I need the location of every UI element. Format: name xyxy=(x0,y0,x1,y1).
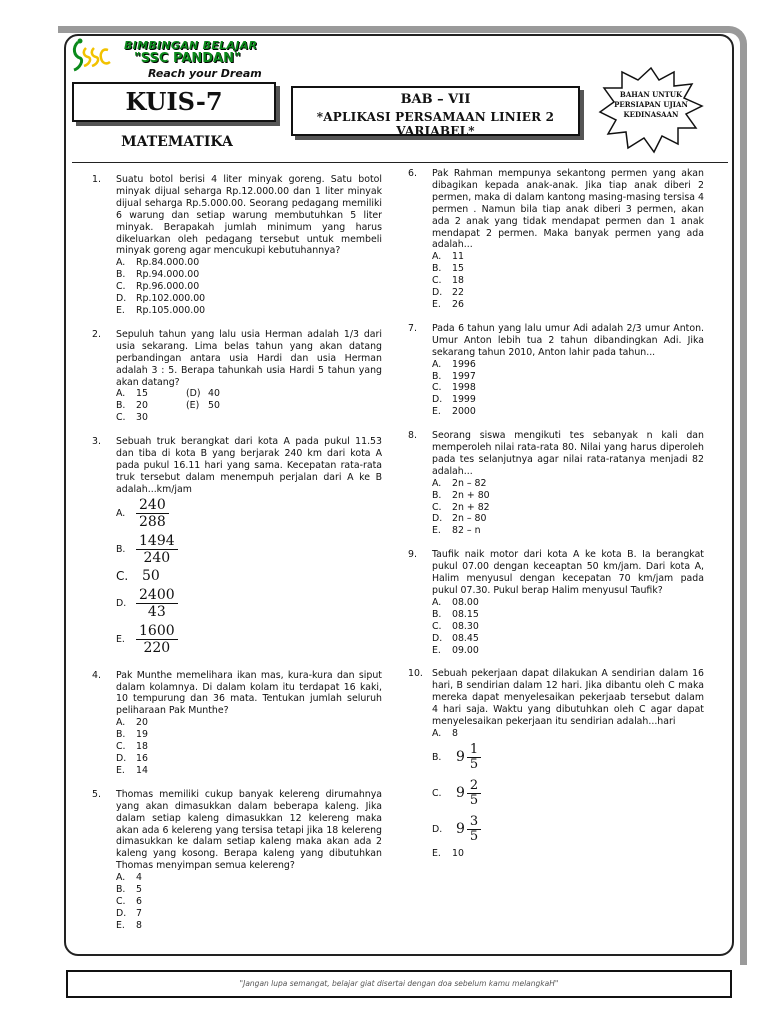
fraction xyxy=(136,533,178,566)
answer-option xyxy=(432,513,704,525)
option-text: 09.00 xyxy=(452,644,479,656)
option-letter: B. xyxy=(432,489,442,501)
option-letter: E. xyxy=(432,525,441,537)
option-letter: D. xyxy=(432,394,443,406)
option-letter: A. xyxy=(432,358,442,370)
option-text: 08.15 xyxy=(452,608,479,620)
option-letter: E. xyxy=(116,304,125,316)
option-text: 2n + 82 xyxy=(452,501,490,513)
chapter-title: *APLIKASI PERSAMAAN LINIER 2 VARIABEL* xyxy=(316,110,555,138)
answer-option xyxy=(432,621,704,633)
mixed-fraction xyxy=(452,815,481,844)
answer-option xyxy=(432,740,704,776)
option-letter: D. xyxy=(116,907,127,919)
header-divider xyxy=(72,162,728,163)
option-letter: D. xyxy=(432,823,443,835)
option-text: Rp.105.000.00 xyxy=(136,304,206,316)
question-number: 8. xyxy=(408,430,417,442)
option-letter: E. xyxy=(432,644,441,656)
denominator: 288 xyxy=(139,514,166,531)
option-text: 22 xyxy=(452,287,464,299)
question-number: 6. xyxy=(408,168,417,179)
answer-options xyxy=(432,478,704,538)
option-letter: D. xyxy=(432,632,443,644)
option-letter: C. xyxy=(432,501,442,513)
option-letter: E. xyxy=(432,406,441,418)
option-text: 4 xyxy=(136,872,142,884)
fraction xyxy=(136,587,178,620)
question-text: Pak Munthe memelihara ikan mas, kura-kura dan siput dalam kolamnya. Di dalam kolam itu terdapat 16 kaki, 10 tempurung dan 36 mata. Tentukan jumlah seluruh peliharaan Pak Munthe? xyxy=(116,669,382,717)
question-2 xyxy=(92,329,382,424)
option-letter: A. xyxy=(116,507,126,519)
answer-option xyxy=(116,496,382,532)
whole-number: 9 xyxy=(456,748,465,765)
option-text: 14 xyxy=(136,764,148,776)
logo xyxy=(64,38,304,82)
option-text: 1998 xyxy=(452,382,476,394)
question-text: Seorang siswa mengikuti tes sebanyak n kali dan memperoleh nilai rata-rata 80. Nilai yang harus diperoleh pada tes selanjutnya agar nilai rata-ratanya menjadi 82 adalah... xyxy=(432,430,704,477)
answer-option xyxy=(116,717,382,729)
answer-option xyxy=(116,622,382,658)
answer-option xyxy=(432,633,704,645)
answer-option xyxy=(432,371,704,383)
option-letter: A. xyxy=(432,596,442,608)
option-letter: D. xyxy=(116,753,127,764)
denominator: 220 xyxy=(143,640,171,657)
answer-option xyxy=(432,359,704,371)
answer-option xyxy=(432,299,704,311)
answer-option xyxy=(116,305,382,317)
exam-badge xyxy=(596,66,706,154)
option-letter: C. xyxy=(116,412,126,424)
option-text: 1996 xyxy=(452,358,476,370)
option-text: 40 xyxy=(208,388,220,400)
answer-option xyxy=(432,502,704,514)
option-letter: D. xyxy=(116,597,127,609)
denominator: 240 xyxy=(143,550,171,567)
option-letter: C. xyxy=(432,382,442,394)
question-text: Sebuah truk berangkat dari kota A pada pukul 11.53 dan tiba di kota B yang berjarak 240 km dari kota A pada pukul 16.11 hari yang sama. Kecepatan rata-rata truk tersebut dalam menempuh perjalan dari A ke B adalah...km/jam xyxy=(116,436,382,495)
option-text: 2000 xyxy=(452,406,476,418)
mixed-fraction xyxy=(452,779,481,808)
fraction xyxy=(136,623,178,656)
answer-option xyxy=(116,257,382,269)
chapter-box xyxy=(291,86,580,136)
option-letter: D. xyxy=(432,287,443,299)
numerator: 1 xyxy=(467,743,481,758)
footer-quote: "Jangan lupa semangat, belajar giat disertai dengan doa sebelum kamu melangkaH" xyxy=(66,970,732,998)
option-letter: B. xyxy=(432,263,442,275)
question-number: 9. xyxy=(408,549,417,561)
option-text: 10 xyxy=(452,847,464,859)
question-number: 2. xyxy=(92,328,101,340)
answer-option xyxy=(116,586,382,622)
answer-option xyxy=(116,729,382,741)
question-3 xyxy=(92,436,382,658)
answer-options xyxy=(432,359,704,419)
option-text: 19 xyxy=(136,729,148,741)
option-text: 26 xyxy=(452,298,464,310)
option-text: 20 xyxy=(136,717,148,729)
answer-options xyxy=(116,717,382,777)
option-text: 15 xyxy=(136,388,148,400)
question-text: Pak Rahman mempunya sekantong permen yang akan dibagikan kepada anak-anak. Jika tiap anak diberi 2 permen, maka di dalam kantong masing-masing tersisa 4 permen . Namun bila tiap anak diberi 3 permen, akan ada 2 anak yang tidak mendapat permen dan 1 anak mendapat 2 permen. Maka banyak permen yang ada adalah... xyxy=(432,168,704,251)
answer-option xyxy=(116,269,382,281)
option-text: 1997 xyxy=(452,370,476,382)
answer-option xyxy=(116,293,382,305)
mixed-fraction xyxy=(452,743,481,772)
option-letter: C. xyxy=(116,568,129,583)
option-text: 2n – 80 xyxy=(452,513,487,525)
answer-option xyxy=(116,872,382,884)
question-text: Sepuluh tahun yang lalu usia Herman adalah 1/3 dari usia sekarang. Lima belas tahun yang akan datang perbandingan antara usia Hardi dan usia Herman adalah 3 : 5. Berapa tahunkah usia Hardi 5 tahun yang akan datang? xyxy=(116,328,382,388)
denominator: 5 xyxy=(469,757,479,773)
answer-option xyxy=(432,406,704,418)
option-letter: E. xyxy=(116,764,125,776)
numerator: 2400 xyxy=(136,587,178,604)
question-9 xyxy=(408,549,704,656)
option-letter: C. xyxy=(432,787,442,799)
answer-option xyxy=(432,263,704,275)
denominator: 5 xyxy=(469,793,479,809)
answer-option xyxy=(116,884,382,896)
logo-brand: "SSC PANDAN" xyxy=(134,51,241,66)
option-text: 11 xyxy=(452,251,464,263)
question-6 xyxy=(408,168,704,311)
answer-option xyxy=(432,812,704,848)
option-letter: B. xyxy=(116,400,126,412)
option-letter: A. xyxy=(432,251,442,263)
answer-option xyxy=(116,908,382,920)
option-letter: A. xyxy=(116,872,126,884)
answer-options xyxy=(116,872,382,932)
option-text: 18 xyxy=(136,741,148,753)
answer-option xyxy=(432,848,704,860)
answer-option xyxy=(116,412,382,424)
whole-number: 9 xyxy=(456,820,465,837)
subject-title: MATEMATIKA xyxy=(121,134,233,150)
option-letter: B. xyxy=(432,608,442,620)
option-text: Rp.84.000.00 xyxy=(136,257,200,269)
option-text: 50 xyxy=(208,400,220,412)
option-text: 08.00 xyxy=(452,596,479,608)
option-text: 2n – 82 xyxy=(452,477,487,489)
option-letter: B. xyxy=(116,269,126,281)
option-text: 50 xyxy=(142,567,160,584)
answer-options xyxy=(432,597,704,657)
question-1 xyxy=(92,174,382,317)
question-number: 3. xyxy=(92,436,101,448)
option-letter: E. xyxy=(432,847,441,859)
option-letter: D. xyxy=(432,513,443,525)
question-text: Sebuah pekerjaan dapat dilakukan A sendirian dalam 16 hari, B sendirian dalam 12 hari. Jika dibantu oleh C maka mereka dapat menyelesaikan pekerjaab tersebut dalam 4 hari saja. Waktu yang dibutuhkan oleh C agar dapat menyelesaikan pekerjaan itu sendirian adalah...hari xyxy=(432,668,704,728)
option-letter: B. xyxy=(116,884,126,896)
option-text: 08.30 xyxy=(452,620,479,632)
answer-option xyxy=(432,609,704,621)
answer-option xyxy=(432,645,704,657)
option-letter: C. xyxy=(432,620,442,632)
option-text: 8 xyxy=(452,727,458,739)
answer-option-row xyxy=(116,400,382,412)
option-letter: A. xyxy=(116,717,126,729)
answer-option xyxy=(432,394,704,406)
option-text: 30 xyxy=(136,412,148,424)
option-letter: E. xyxy=(116,919,125,931)
option-letter: A. xyxy=(116,257,126,269)
answer-option-row xyxy=(116,388,382,400)
answer-option xyxy=(432,287,704,299)
option-text: 7 xyxy=(136,907,142,919)
option-text: 18 xyxy=(452,275,464,287)
option-letter: B. xyxy=(116,729,126,741)
question-5 xyxy=(92,789,382,932)
questions-left-column xyxy=(92,174,382,944)
denominator: 5 xyxy=(469,829,479,845)
option-text: 08.45 xyxy=(452,632,479,644)
option-letter: D. xyxy=(116,293,127,305)
fraction xyxy=(136,497,169,530)
option-letter: B. xyxy=(432,751,442,763)
option-text: 15 xyxy=(452,263,464,275)
whole-number: 9 xyxy=(456,784,465,801)
quiz-header xyxy=(72,82,282,164)
numerator: 240 xyxy=(136,497,169,514)
answer-option xyxy=(116,532,382,568)
option-letter: A. xyxy=(432,477,442,489)
option-letter: B. xyxy=(432,370,442,382)
option-letter: E. xyxy=(116,633,125,645)
answer-option xyxy=(432,478,704,490)
option-letter: (D) xyxy=(186,388,201,400)
question-number: 4. xyxy=(92,669,101,681)
answer-option xyxy=(116,281,382,293)
option-text: 5 xyxy=(136,884,142,896)
question-text: Taufik naik motor dari kota A ke kota B. Ia berangkat pukul 07.00 dengan keceaptan 50 km/jam. Dari kota A, Halim menyusul dengan kecepatan 70 km/jam pada pukul 07.30. Pukul berap Halim menyusul Taufik? xyxy=(432,549,704,596)
answer-option xyxy=(432,251,704,263)
answer-options xyxy=(432,251,704,311)
badge-text: BAHAN UNTUK PERSIAPAN UJIAN KEDINASAAN xyxy=(614,90,688,119)
option-text: 2n + 80 xyxy=(452,489,490,501)
question-number: 5. xyxy=(92,788,101,800)
option-letter: C. xyxy=(116,895,126,907)
option-text: 82 – n xyxy=(452,525,481,537)
question-text: Suatu botol berisi 4 liter minyak goreng. Satu botol minyak dijual seharga Rp.12.000.00 dan 1 liter minyak dijual seharga Rp.5.000.00. Seorang pedagang memiliki 6 warung dan setiap warung membutuhkan 5 liter minyak. Berapakah jumlah minimum yang harus dikeluarkan oleh pedagang tersebut untuk membeli minyak goreng agar mencukupi kebutuhannya? xyxy=(116,174,382,257)
option-text: Rp.94.000.00 xyxy=(136,269,200,281)
denominator: 43 xyxy=(147,604,166,621)
logo-tagline: BIMBINGAN BELAJAR xyxy=(124,39,258,52)
question-number: 10. xyxy=(408,668,423,680)
answer-option xyxy=(116,920,382,932)
answer-option xyxy=(432,490,704,502)
answer-option xyxy=(432,597,704,609)
option-text: Rp.102.000.00 xyxy=(136,293,206,305)
answer-option xyxy=(432,728,704,740)
option-letter: (E) xyxy=(186,400,200,412)
answer-option xyxy=(116,896,382,908)
answer-option xyxy=(432,275,704,287)
answer-option xyxy=(432,525,704,537)
question-text: Pada 6 tahun yang lalu umur Adi adalah 2/3 umur Anton. Umur Anton lebih tua 2 tahun dibandingkan Adi. Jika sekarang tahun 2010, Anton lahir pada tahun... xyxy=(432,322,704,358)
question-number: 1. xyxy=(92,174,101,185)
question-8 xyxy=(408,430,704,537)
quiz-title: KUIS-7 xyxy=(72,82,276,122)
answer-option xyxy=(116,741,382,753)
option-text: 8 xyxy=(136,919,142,931)
option-text: 20 xyxy=(136,400,148,412)
numerator: 3 xyxy=(467,815,481,830)
question-7 xyxy=(408,323,704,418)
question-10 xyxy=(408,668,704,859)
numerator: 1494 xyxy=(136,533,178,550)
option-letter: A. xyxy=(432,727,442,739)
answer-option xyxy=(116,568,382,586)
answer-option xyxy=(432,382,704,394)
option-letter: A. xyxy=(116,388,126,400)
option-letter: C. xyxy=(116,741,126,753)
answer-option xyxy=(432,776,704,812)
option-letter: C. xyxy=(116,281,126,293)
option-text: 16 xyxy=(136,753,148,764)
numerator: 1600 xyxy=(136,623,178,640)
question-4 xyxy=(92,670,382,777)
logo-slogan: Reach your Dream xyxy=(148,67,262,80)
answer-option xyxy=(116,753,382,765)
option-letter: B. xyxy=(116,543,126,555)
option-letter: C. xyxy=(432,275,442,287)
numerator: 2 xyxy=(467,779,481,794)
option-text: 1999 xyxy=(452,394,476,406)
option-text: 6 xyxy=(136,895,142,907)
question-text: Thomas memiliki cukup banyak kelereng dirumahnya yang akan dimasukkan dalam beberapa kaleng. Jika dalam setiap kaleng dimasukkan 12 kelereng maka akan ada 6 kelereng yang tersisa tetapi jika 18 kelereng dimasukkan ke dalam setiap kaleng maka akan ada 2 kaleng yang kosong. Berapa kaleng yang dibutuhkan Thomas menyimpan semua kelereng? xyxy=(116,788,382,872)
option-text: Rp.96.000.00 xyxy=(136,281,200,293)
option-letter: E. xyxy=(432,298,441,310)
question-number: 7. xyxy=(408,322,417,334)
answer-option xyxy=(116,765,382,777)
ssc-logo-icon xyxy=(68,38,116,74)
questions-right-column xyxy=(408,168,704,872)
chapter-number: BAB – VII xyxy=(400,92,471,107)
answer-options xyxy=(116,257,382,317)
